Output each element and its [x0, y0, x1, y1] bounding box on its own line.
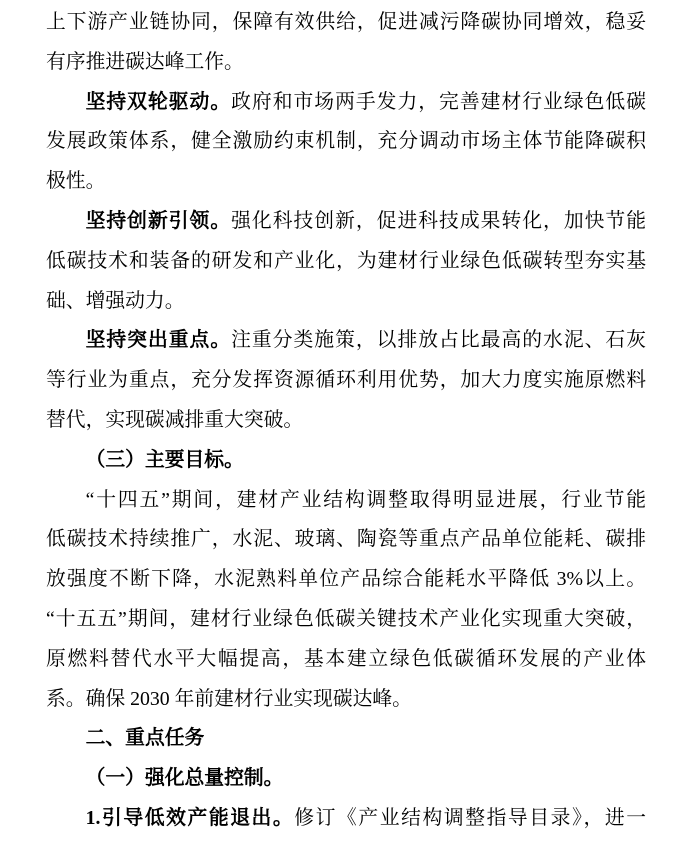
body-text: 修订《产业结构调整指导目录》，进一	[294, 806, 647, 829]
text-line	[46, 481, 646, 521]
text-line	[46, 799, 646, 839]
body-text: 低碳技术持续推广，水泥、玻璃、陶瓷等重点产品单位能耗、碳排	[46, 528, 646, 551]
body-text: 政府和市场两手发力，完善建材行业绿色低碳	[231, 90, 646, 113]
lead-emphasis-text: 坚持创新引领。	[85, 209, 232, 232]
text-line	[46, 640, 646, 680]
body-text: 注重分类施策，以排放占比最高的水泥、石灰	[231, 329, 646, 352]
text-line	[46, 401, 646, 441]
text-line	[46, 321, 646, 361]
body-text: 低碳技术和装备的研发和产业化，为建材行业绿色低碳转型夯实基	[46, 249, 646, 272]
heading-text: （三）主要目标。	[85, 448, 244, 471]
lead-emphasis-text: 坚持双轮驱动。	[85, 90, 232, 113]
section-heading-main-goals	[46, 441, 646, 481]
paragraph-goals-detail	[46, 481, 646, 720]
section-heading-key-tasks	[46, 719, 646, 759]
heading-text: 二、重点任务	[85, 727, 205, 750]
body-text: 原燃料替代水平大幅提高，基本建立绿色低碳循环发展的产业体	[46, 647, 646, 670]
text-line	[46, 43, 646, 83]
text-line	[46, 202, 646, 242]
body-text: 极性。	[46, 170, 106, 193]
lead-emphasis-text: 1.引导低效产能退出。	[85, 806, 295, 829]
text-line	[46, 600, 646, 640]
paragraph-capacity-exit	[46, 799, 646, 839]
text-line	[46, 122, 646, 162]
text-line	[46, 3, 646, 43]
body-text: 础、增强动力。	[46, 289, 185, 312]
text-line	[46, 282, 646, 322]
paragraph-continuation	[46, 3, 646, 83]
paragraph-key-focus	[46, 321, 646, 440]
body-text: 发展政策体系，健全激励约束机制，充分调动市场主体节能降碳积	[46, 130, 646, 153]
body-text: 上下游产业链协同，保障有效供给，促进减污降碳协同增效，稳妥	[46, 11, 646, 33]
text-line	[46, 719, 646, 759]
text-line	[46, 83, 646, 123]
body-text: 替代，实现碳减排重大突破。	[46, 408, 304, 431]
lead-emphasis-text: 坚持突出重点。	[85, 329, 232, 352]
subsection-heading-total-control	[46, 759, 646, 799]
heading-text: （一）强化总量控制。	[85, 767, 284, 790]
text-line	[46, 759, 646, 799]
body-text: 系。确保 2030 年前建材行业实现碳达峰。	[46, 687, 412, 710]
text-line	[46, 680, 646, 720]
body-text: “十五五”期间，建材行业绿色低碳关键技术产业化实现重大突破，	[46, 607, 646, 630]
text-line	[46, 361, 646, 401]
text-line	[46, 242, 646, 282]
paragraph-dual-drive	[46, 83, 646, 202]
body-text: 等行业为重点，充分发挥资源循环利用优势，加大力度实施原燃料	[46, 369, 646, 392]
body-text: “十四五”期间，建材产业结构调整取得明显进展，行业节能	[85, 488, 646, 511]
text-line	[46, 441, 646, 481]
body-text: 有序推进碳达峰工作。	[46, 50, 244, 73]
text-line	[46, 162, 646, 202]
text-line	[46, 560, 646, 600]
text-line	[46, 520, 646, 560]
body-text: 放强度不断下降，水泥熟料单位产品综合能耗水平降低 3%以上。	[46, 568, 646, 591]
body-text: 强化科技创新，促进科技成果转化，加快节能	[231, 209, 646, 232]
paragraph-innovation-lead	[46, 202, 646, 321]
